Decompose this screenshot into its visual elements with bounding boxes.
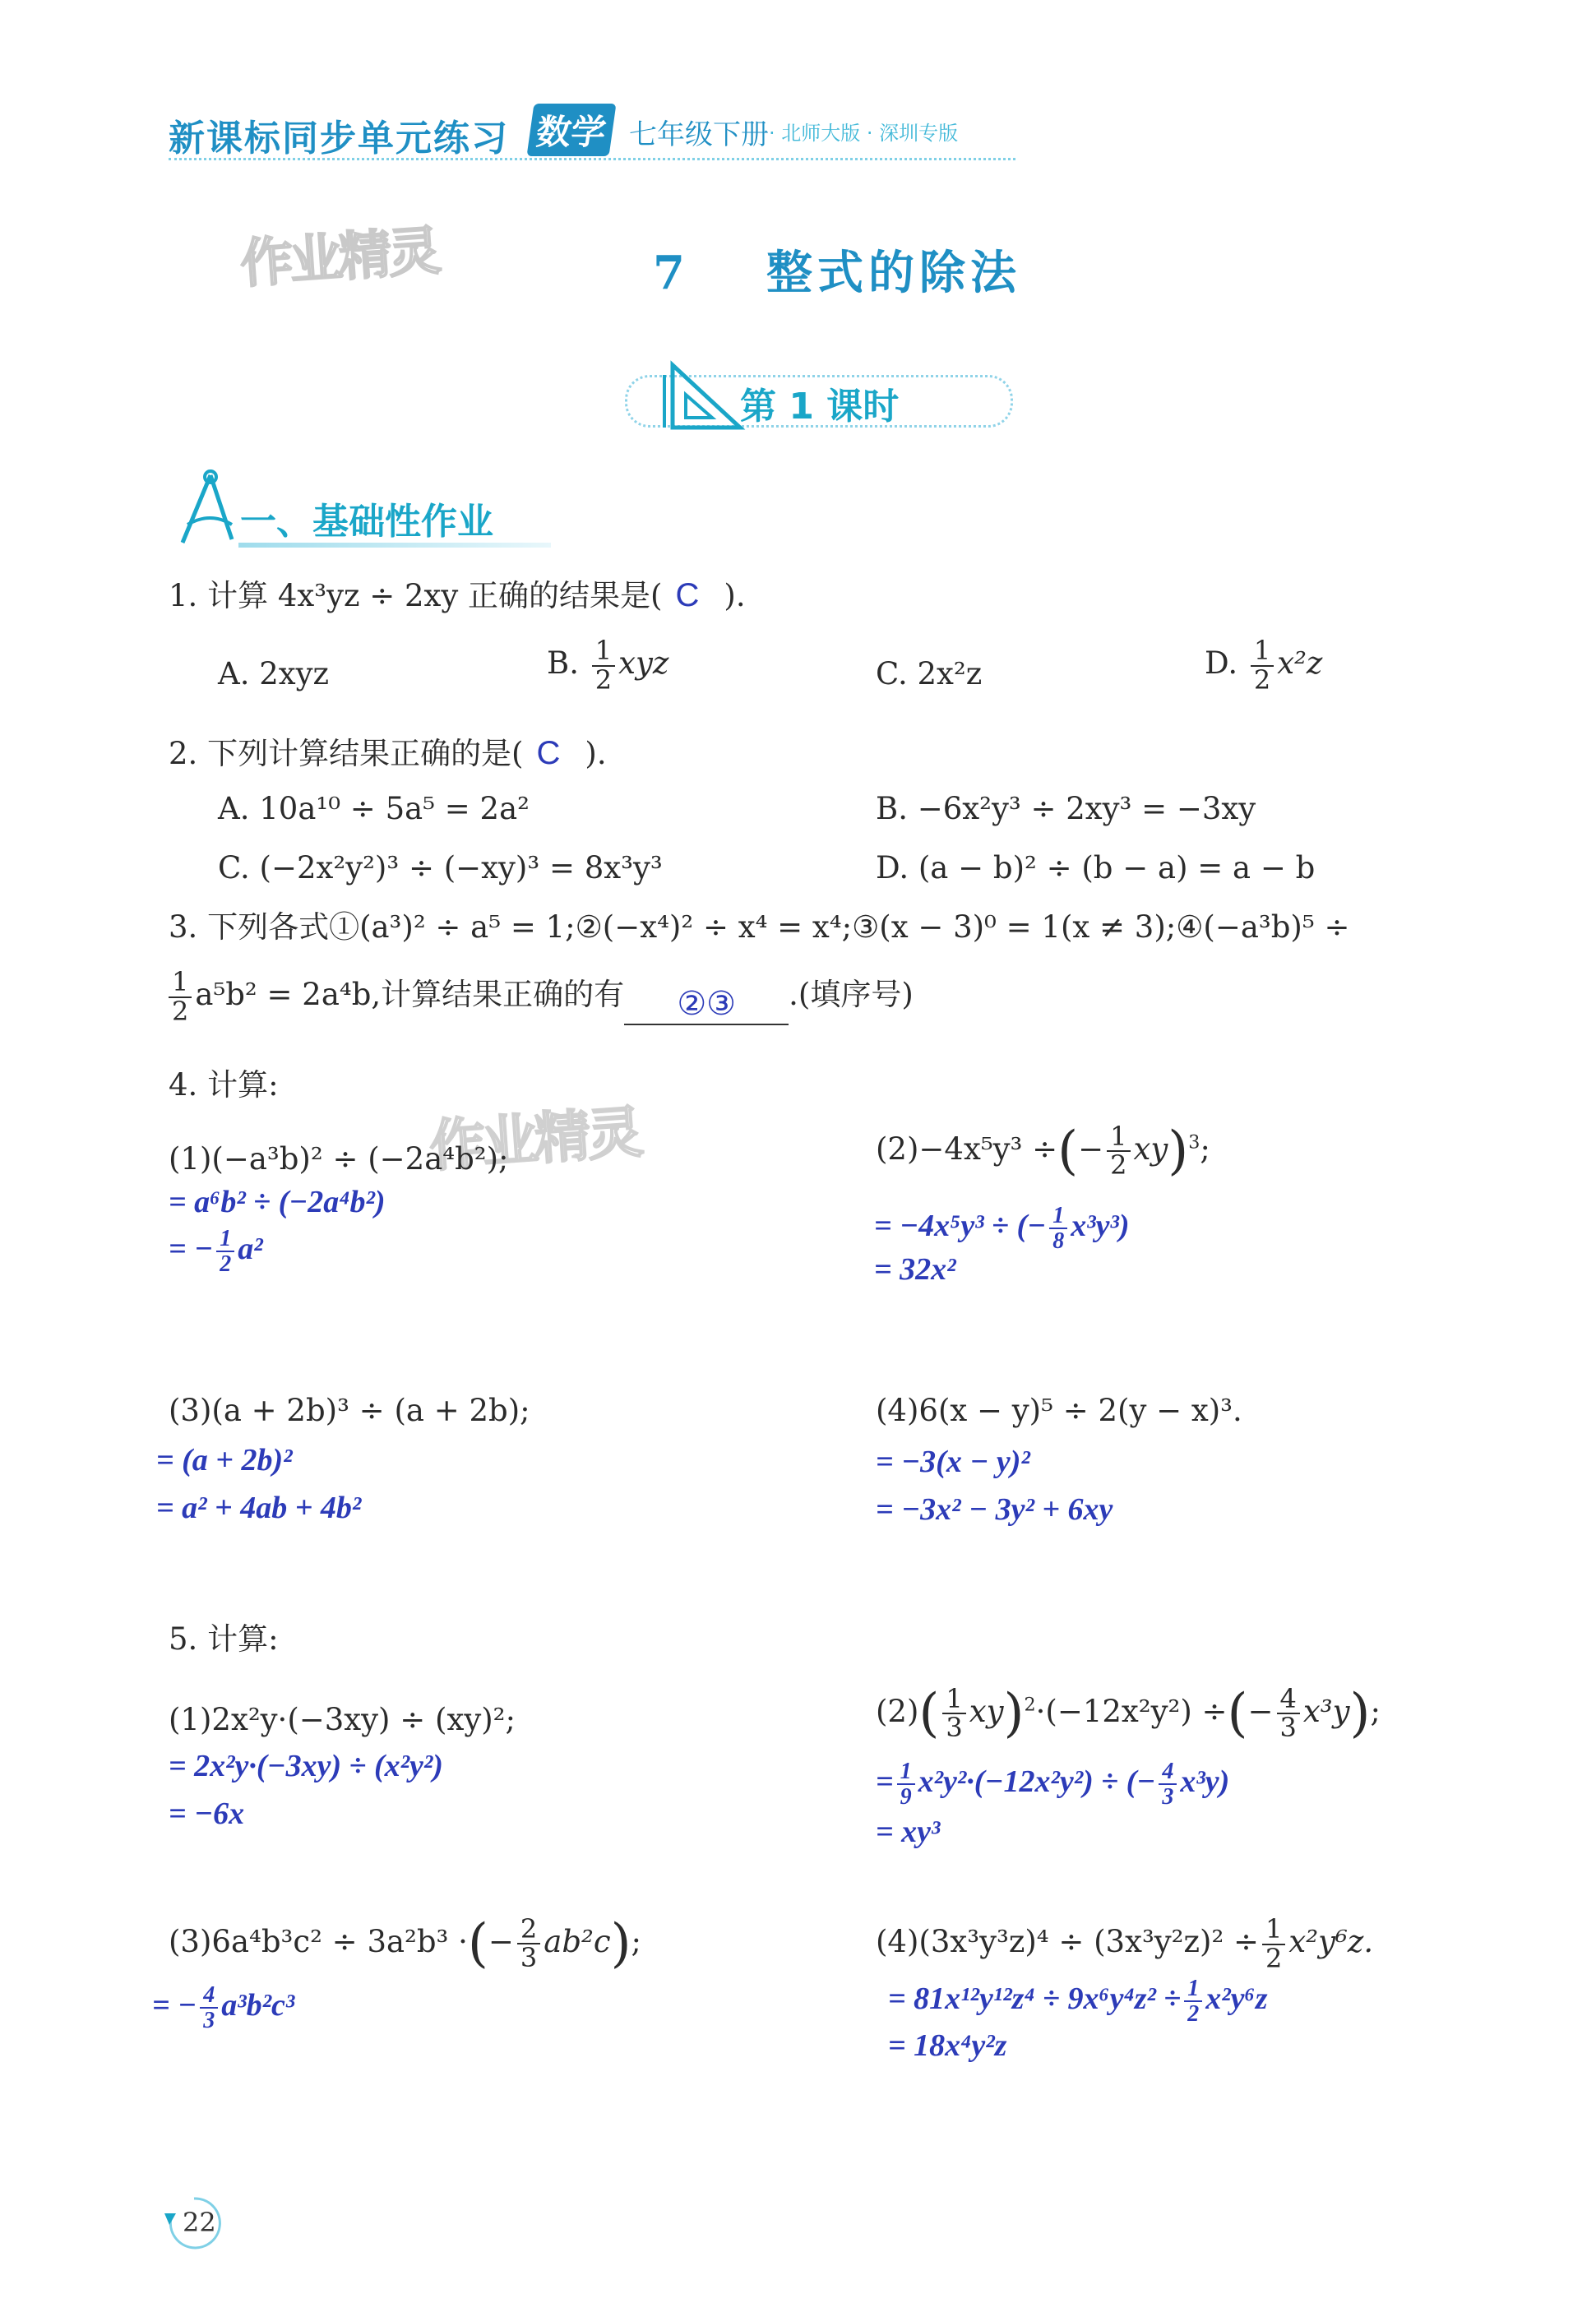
q4-part-1: (1)(−a³b)² ÷ (−2a⁴b²); — [169, 1141, 509, 1177]
q1-option-d — [1205, 637, 1322, 694]
q2-option-d: D. (a − b)² ÷ (b − a) = a − b — [876, 850, 1316, 885]
q4-part-1-step-2: = − $\frac{1}{2}$ a² — [169, 1226, 263, 1278]
q3-text: a⁵b² = 2a⁴b,计算结果正确的有 — [195, 977, 625, 1013]
q4-part-3: (3)(a + 2b)³ ÷ (a + 2b); — [169, 1393, 530, 1428]
q2-answer: C — [536, 735, 561, 771]
series-title: 新课标同步单元练习 — [169, 118, 509, 160]
q5-part-3-step-1: = − $\frac{4}{3}$ a³b²c³ — [152, 1982, 295, 2034]
running-header — [169, 104, 1015, 161]
fraction-two-thirds: $\frac{2}{3}$ — [517, 1916, 540, 1972]
q5-part-4-step-2: = 18x⁴y²z — [888, 2028, 1007, 2063]
compass-icon — [173, 467, 247, 549]
chapter-name: 整式的除法 — [766, 246, 1021, 300]
q3-answer: ②③ — [677, 986, 737, 1023]
fraction-one-half: $\frac{1}{2}$ — [1107, 1123, 1130, 1180]
q5-part-1-step-1: = 2x²y·(−3xy) ÷ (x²y²) — [169, 1749, 443, 1783]
question-4-label: 4. 计算: — [169, 1067, 279, 1103]
q1-option-d-expr: x²z — [1277, 645, 1323, 682]
fraction-one-half: $\frac{1}{2}$ — [1184, 1977, 1202, 2027]
q1-stem-end: ). — [724, 578, 746, 613]
fraction-one-half: $\frac{1}{2}$ — [1262, 1916, 1285, 1972]
question-3-line-2 — [169, 966, 914, 1027]
q1-option-b-expr: xyz — [618, 645, 669, 682]
q4-part-3-step-2: = a² + 4ab + 4b² — [156, 1491, 362, 1525]
left-paren: ( — [1057, 1121, 1079, 1181]
q5-part-2: (2)( $\frac{1}{3}$ xy)$^2$·(−12x²y²) ÷(− $\frac{4}{3}$ x³y); — [876, 1682, 1381, 1744]
q2-stem-end: ). — [585, 736, 607, 771]
fraction-four-thirds: $\frac{4}{3}$ — [1159, 1759, 1177, 1810]
q4-part-2-step-1: = −4x⁵y³ ÷ (− $\frac{1}{8}$ x³y³) — [874, 1203, 1130, 1255]
fraction-four-thirds: $\frac{4}{3}$ — [1277, 1685, 1300, 1742]
q4-part-4-step-2: = −3x² − 3y² + 6xy — [876, 1492, 1113, 1527]
section-underline — [238, 543, 551, 548]
q5-part-1-step-2: = −6x — [169, 1796, 245, 1831]
page-number: 22 — [183, 2207, 216, 2238]
fraction-four-thirds: $\frac{4}{3}$ — [200, 1983, 218, 2033]
question-3-line-1: 3. 下列各式①(a³)² ÷ a⁵ = 1;②(−x⁴)² ÷ x⁴ = x⁴;③(x − 3)⁰ = 1(x ≠ 3);④(−a³b)⁵ ÷ — [169, 909, 1350, 945]
q5-part-2-step-1: = $\frac{1}{9}$ x²y²·(−12x²y²) ÷ (− $\frac{4}{3}$ x³y) — [876, 1759, 1230, 1810]
question-5-label: 5. 计算: — [169, 1621, 279, 1657]
q1-option-d-label: D. — [1205, 645, 1238, 682]
lesson-banner — [625, 370, 1011, 429]
q2-stem: 2. 下列计算结果正确的是( — [169, 736, 524, 771]
q4-part-1-step-1: = a⁶b² ÷ (−2a⁴b²) — [169, 1185, 386, 1219]
fraction-one-ninth: $\frac{1}{9}$ — [897, 1759, 915, 1810]
chapter-title — [653, 237, 1021, 303]
q3-tail: .(填序号) — [789, 977, 914, 1013]
edition-label: · 北师大版 · 深圳专版 — [769, 122, 959, 145]
q1-option-a: A. 2xyz — [218, 656, 330, 691]
q4-part-2: (2)−4x⁵y³ ÷(− $\frac{1}{2}$ xy)$^3$; — [876, 1120, 1210, 1181]
grade-label: 七年级下册 — [629, 118, 769, 151]
q4-part-4-step-1: = −3(x − y)² — [876, 1445, 1030, 1479]
q1-answer: C — [675, 577, 700, 613]
fraction-one-half: $\frac{1}{2}$ — [1251, 637, 1274, 694]
q5-part-4: (4)(3x³y³z)⁴ ÷ (3x³y²z)² ÷ $\frac{1}{2}$ x²y⁶z. — [876, 1913, 1374, 1974]
q5-part-3: (3)6a⁴b³c² ÷ 3a²b³ ·(− $\frac{2}{3}$ ab²c); — [169, 1912, 642, 1974]
question-2 — [169, 733, 607, 773]
section-title: 一、基础性作业 — [240, 501, 493, 543]
chapter-number: 7 — [653, 246, 685, 300]
q2-option-c: C. (−2x²y²)³ ÷ (−xy)³ = 8x³y³ — [218, 850, 663, 885]
header-underline — [169, 158, 1015, 160]
fraction-one-half: $\frac{1}{2}$ — [169, 969, 192, 1025]
subject-badge: 数学 — [527, 104, 617, 156]
triangle-ruler-icon — [658, 358, 748, 432]
q4-part-2-step-2: = 32x² — [874, 1252, 956, 1287]
q5-part-4-step-1: = 81x¹²y¹²z⁴ ÷ 9x⁶y⁴z² ÷ $\frac{1}{2}$ x²y⁶z — [888, 1976, 1268, 2028]
q1-option-b — [547, 637, 668, 694]
question-1 — [169, 576, 746, 615]
q2-option-b: B. −6x²y³ ÷ 2xy³ = −3xy — [876, 791, 1256, 826]
q1-option-c: C. 2x²z — [876, 656, 983, 691]
fraction-one-third: $\frac{1}{3}$ — [942, 1685, 965, 1742]
q3-answer-blank — [624, 984, 789, 1025]
q4-part-4: (4)6(x − y)⁵ ÷ 2(y − x)³. — [876, 1393, 1242, 1428]
watermark: 作业精灵 — [427, 1100, 642, 1180]
q1-stem: 1. 计算 4x³yz ÷ 2xy 正确的结果是( — [169, 578, 663, 613]
q1-option-b-label: B. — [547, 645, 579, 682]
q2-option-a: A. 10a¹⁰ ÷ 5a⁵ = 2a² — [218, 791, 530, 826]
q4-part-3-step-1: = (a + 2b)² — [156, 1443, 293, 1477]
fraction-one-half: $\frac{1}{2}$ — [216, 1227, 234, 1277]
q5-part-1: (1)2x²y·(−3xy) ÷ (xy)²; — [169, 1702, 516, 1737]
section-heading — [173, 467, 559, 549]
page-number-badge — [161, 2194, 227, 2251]
q5-part-2-step-2: = xy³ — [876, 1815, 941, 1849]
fraction-one-eighth: $\frac{1}{8}$ — [1049, 1204, 1067, 1254]
watermark: 作业精灵 — [238, 220, 440, 296]
lesson-label: 第 1 课时 — [740, 386, 900, 428]
fraction-one-half: $\frac{1}{2}$ — [592, 637, 615, 694]
